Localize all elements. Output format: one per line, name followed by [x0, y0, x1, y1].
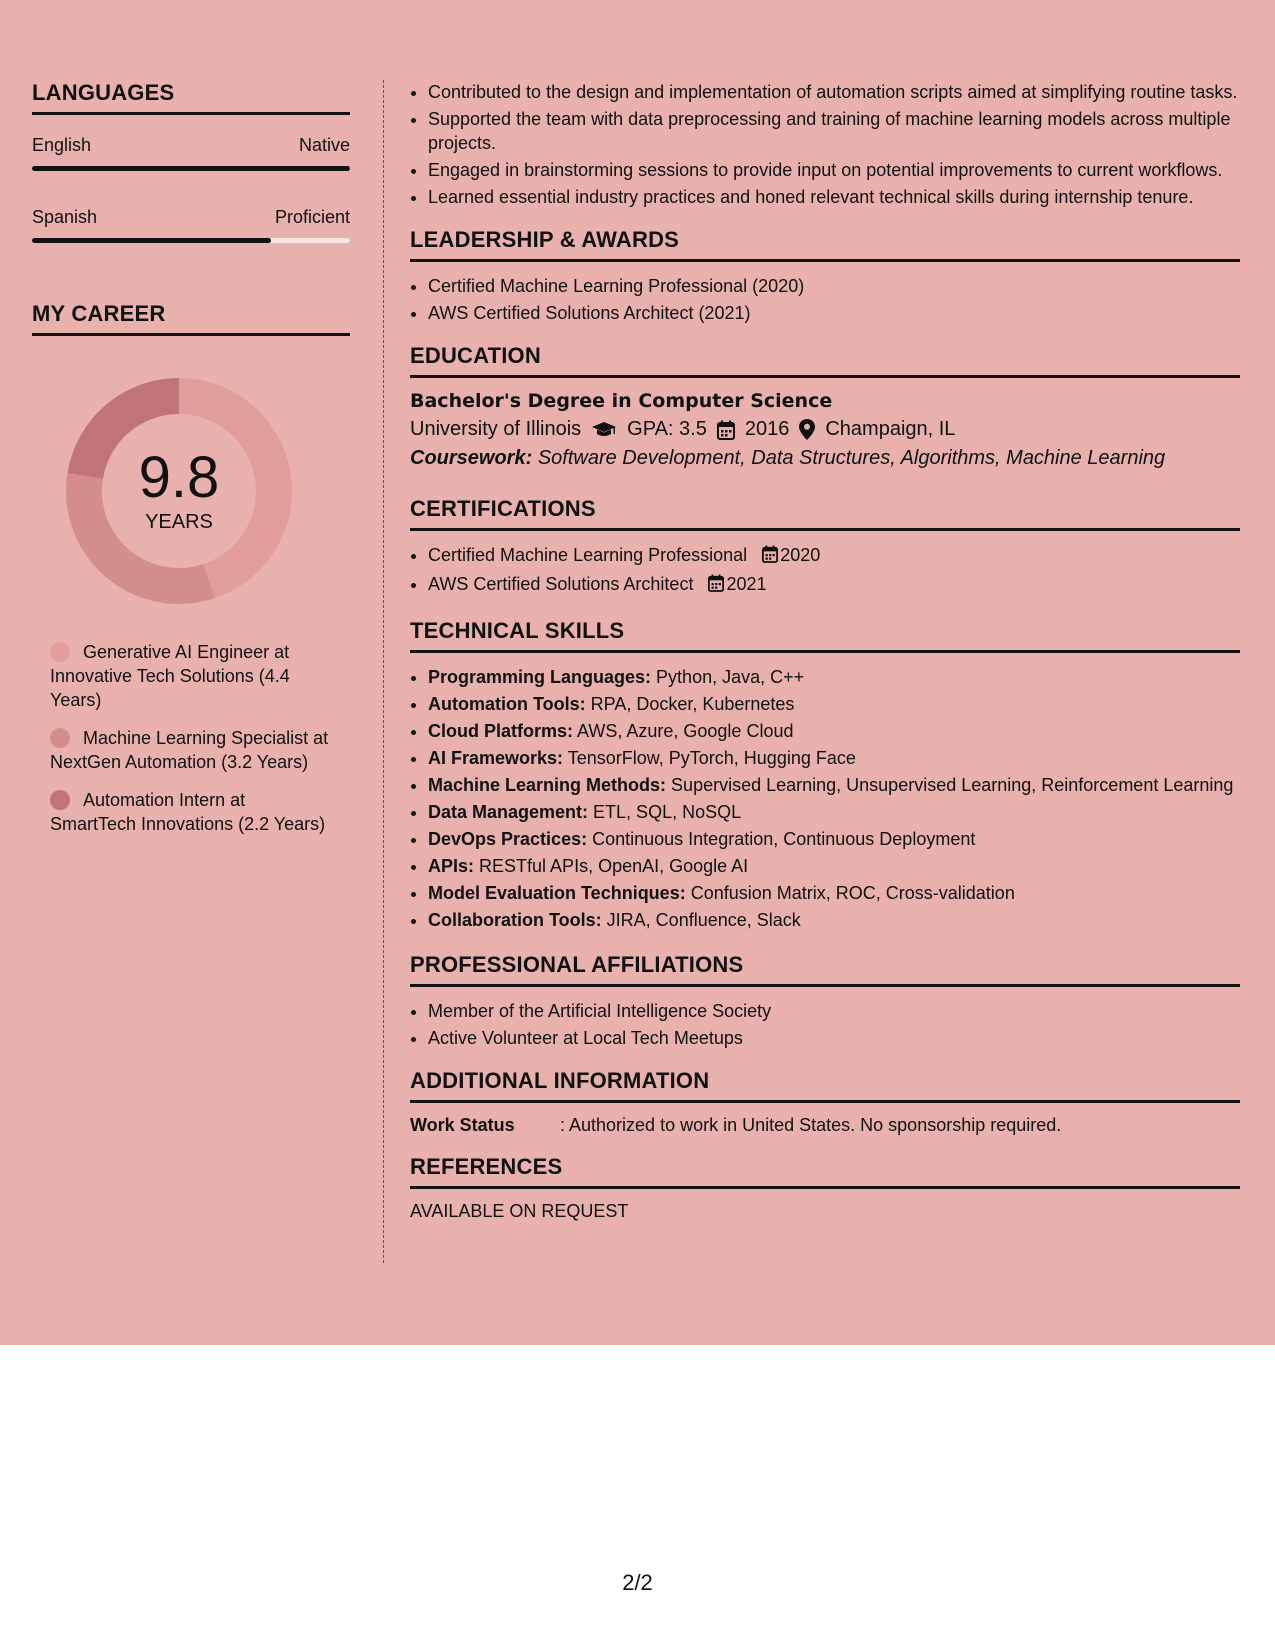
- experience-bullet: • Supported the team with data preprocessing and training of machine learning models across multiple projects.: [428, 107, 1240, 155]
- references-heading: REFERENCES: [410, 1154, 1240, 1189]
- work-status-label: Work Status: [410, 1115, 515, 1135]
- career-total-unit: YEARS: [145, 510, 213, 533]
- education-coursework: [410, 447, 1240, 470]
- calendar-icon: [762, 545, 778, 569]
- career-total-years: 9.8: [138, 444, 220, 510]
- education-details: [410, 418, 1240, 441]
- certifications-section: [410, 496, 1240, 598]
- skill-label: Collaboration Tools:: [428, 910, 602, 930]
- coursework-value: Software Development, Data Structures, Algorithms, Machine Learning: [537, 447, 1166, 469]
- skill-item: [428, 881, 1240, 905]
- skill-item: [428, 773, 1240, 797]
- skill-item: [428, 692, 1240, 716]
- skill-label: DevOps Practices:: [428, 829, 588, 849]
- skills-section: [410, 618, 1240, 932]
- skill-item: [428, 746, 1240, 770]
- skill-label: Automation Tools:: [428, 694, 586, 714]
- education-year: 2016: [744, 418, 790, 440]
- calendar-icon: [717, 420, 735, 440]
- education-degree: Bachelor's Degree in Computer Science: [410, 390, 833, 412]
- skill-label: Machine Learning Methods:: [428, 775, 667, 795]
- career-legend-item: [50, 726, 330, 774]
- certifications-heading: CERTIFICATIONS: [410, 496, 1240, 531]
- legend-dot-icon: [50, 790, 70, 810]
- languages-heading: LANGUAGES: [32, 80, 350, 115]
- affiliations-heading: PROFESSIONAL AFFILIATIONS: [410, 952, 1240, 987]
- work-status-row: [410, 1115, 1240, 1136]
- calendar-icon: [708, 574, 724, 598]
- certification-year: 2020: [780, 545, 821, 565]
- skill-item: [428, 719, 1240, 743]
- skill-item: [428, 908, 1240, 932]
- career-legend-item: [50, 640, 330, 712]
- language-level: Native: [298, 135, 350, 155]
- experience-bullet: • Contributed to the design and implementation of automation scripts aimed at simplifying routine tasks.: [428, 80, 1240, 104]
- certification-item: [428, 543, 1240, 569]
- education-gpa: GPA: 3.5: [627, 418, 707, 440]
- career-legend-text: Machine Learning Specialist at NextGen Automation (3.2 Years): [50, 728, 329, 772]
- skill-label: APIs:: [428, 856, 475, 876]
- language-proficiency-bar: [32, 166, 350, 171]
- column-divider: [383, 80, 384, 1263]
- career-legend-item: [50, 788, 330, 836]
- skill-value: RESTful APIs, OpenAI, Google AI: [479, 856, 749, 876]
- skill-item: [428, 827, 1240, 851]
- skill-label: Data Management:: [428, 802, 589, 822]
- career-heading: MY CAREER: [32, 301, 350, 336]
- career-legend: [50, 640, 330, 836]
- language-proficiency-fill: [32, 166, 350, 171]
- affiliation-item: • Active Volunteer at Local Tech Meetups: [428, 1026, 1240, 1050]
- leadership-item: • Certified Machine Learning Professional (2020): [428, 274, 1240, 298]
- certification-name: AWS Certified Solutions Architect: [428, 574, 694, 594]
- additional-info-section: [410, 1068, 1240, 1136]
- work-status-value: : Authorized to work in United States. No sponsorship required.: [560, 1115, 1062, 1135]
- language-proficiency-bar: [32, 238, 350, 243]
- leadership-section: [410, 227, 1240, 325]
- skill-label: AI Frameworks:: [428, 748, 564, 768]
- skill-value: AWS, Azure, Google Cloud: [577, 721, 794, 741]
- experience-bullet: • Engaged in brainstorming sessions to provide input on potential improvements to current workflows.: [428, 158, 1240, 182]
- skill-item: [428, 854, 1240, 878]
- skill-label: Programming Languages:: [428, 667, 652, 687]
- certification-name: Certified Machine Learning Professional: [428, 545, 748, 565]
- education-section: [410, 343, 1240, 470]
- references-section: [410, 1154, 1240, 1222]
- skill-value: RPA, Docker, Kubernetes: [590, 694, 795, 714]
- coursework-label: Coursework:: [410, 447, 533, 469]
- career-legend-text: Generative AI Engineer at Innovative Tech Solutions (4.4 Years): [50, 642, 290, 710]
- skill-item: [428, 800, 1240, 824]
- education-school: University of Illinois: [410, 418, 582, 440]
- skill-value: Python, Java, C++: [656, 667, 805, 687]
- left-column: [32, 80, 350, 850]
- language-level: Proficient: [274, 207, 350, 227]
- career-legend-text: Automation Intern at SmartTech Innovations (2.2 Years): [50, 790, 326, 834]
- page-number: 2/2: [622, 1570, 653, 1595]
- affiliation-item: • Member of the Artificial Intelligence Society: [428, 999, 1240, 1023]
- skill-label: Cloud Platforms:: [428, 721, 574, 741]
- education-location: Champaign, IL: [825, 418, 956, 440]
- skills-heading: TECHNICAL SKILLS: [410, 618, 1240, 653]
- legend-dot-icon: [50, 728, 70, 748]
- language-name: English: [32, 135, 92, 155]
- experience-bullets: [410, 80, 1240, 209]
- language-proficiency-fill: [32, 238, 271, 243]
- right-column: [410, 80, 1240, 1222]
- education-heading: EDUCATION: [410, 343, 1240, 378]
- certification-item: [428, 572, 1240, 598]
- skill-value: ETL, SQL, NoSQL: [593, 802, 742, 822]
- certification-year: 2021: [726, 574, 767, 594]
- location-pin-icon: [799, 419, 815, 440]
- skill-value: Confusion Matrix, ROC, Cross-validation: [690, 883, 1015, 903]
- legend-dot-icon: [50, 642, 70, 662]
- skill-value: Continuous Integration, Continuous Deployment: [592, 829, 976, 849]
- graduation-cap-icon: [591, 421, 617, 439]
- affiliations-section: [410, 952, 1240, 1050]
- skill-label: Model Evaluation Techniques:: [428, 883, 686, 903]
- language-name: Spanish: [32, 207, 98, 227]
- experience-bullet: • Learned essential industry practices and honed relevant technical skills during internship tenure.: [428, 185, 1240, 209]
- language-item: [32, 135, 350, 171]
- career-donut-chart: [66, 378, 292, 604]
- leadership-heading: LEADERSHIP & AWARDS: [410, 227, 1240, 262]
- additional-info-heading: ADDITIONAL INFORMATION: [410, 1068, 1240, 1103]
- skill-value: TensorFlow, PyTorch, Hugging Face: [567, 748, 856, 768]
- skill-item: [428, 665, 1240, 689]
- skill-value: JIRA, Confluence, Slack: [606, 910, 801, 930]
- leadership-item: • AWS Certified Solutions Architect (2021): [428, 301, 1240, 325]
- skill-value: Supervised Learning, Unsupervised Learning, Reinforcement Learning: [671, 775, 1234, 795]
- references-text: AVAILABLE ON REQUEST: [410, 1201, 629, 1221]
- language-item: [32, 207, 350, 243]
